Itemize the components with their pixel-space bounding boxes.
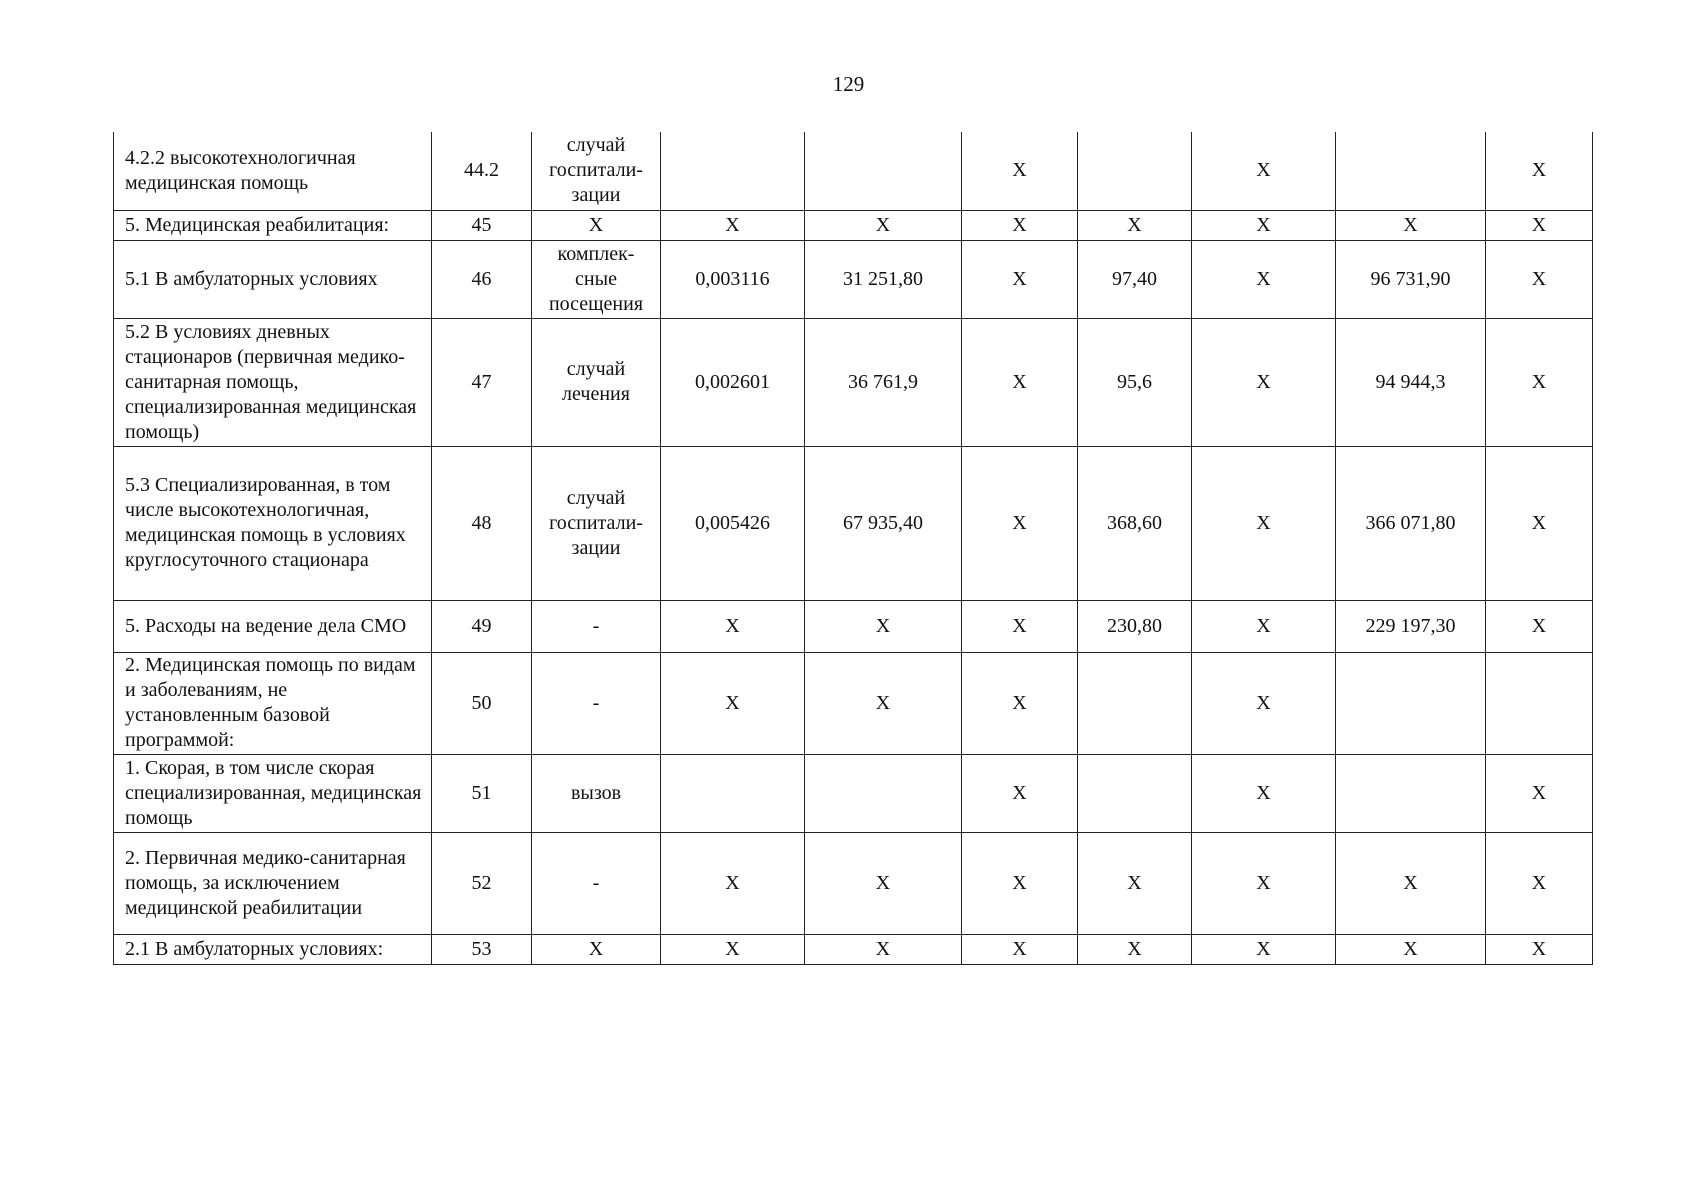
per-capita-cell: [1078, 652, 1192, 754]
row-name-cell: 5. Медицинская реабилитация:: [114, 210, 432, 240]
per-capita-cell: 230,80: [1078, 600, 1192, 652]
cost-cell: Х: [805, 600, 962, 652]
x-cell-1: Х: [962, 240, 1078, 318]
row-number-cell: 53: [432, 934, 532, 964]
row-name-cell: 2. Первичная медико-санитарная помощь, за исключением медицинской реабилитации: [114, 832, 432, 934]
volume-cell: [661, 132, 805, 210]
x-cell-1: Х: [962, 210, 1078, 240]
x-cell-2: Х: [1192, 318, 1336, 446]
row-name-cell: 1. Скорая, в том числе скорая специализированная, медицинская помощь: [114, 754, 432, 832]
x-cell-2: Х: [1192, 754, 1336, 832]
table-row: [114, 934, 1593, 964]
row-number-cell: 52: [432, 832, 532, 934]
unit-cell: -: [532, 652, 661, 754]
cost-cell: Х: [805, 832, 962, 934]
unit-cell: случай госпитали- зации: [532, 446, 661, 600]
unit-cell: комплек- сные посещения: [532, 240, 661, 318]
x-cell-3: Х: [1486, 832, 1593, 934]
per-capita-cell: 97,40: [1078, 240, 1192, 318]
volume-cell: Х: [661, 832, 805, 934]
cost-cell: [805, 754, 962, 832]
row-name-cell: 5.3 Специализированная, в том числе высокотехнологичная, медицинская помощь в условиях круглосуточного стационара: [114, 446, 432, 600]
per-capita-cell: Х: [1078, 832, 1192, 934]
row-name-cell: 4.2.2 высокотехнологичная медицинская помощь: [114, 132, 432, 210]
row-name-cell: 5.1 В амбулаторных условиях: [114, 240, 432, 318]
cost-cell: [805, 132, 962, 210]
x-cell-2: Х: [1192, 446, 1336, 600]
x-cell-1: Х: [962, 318, 1078, 446]
row-number-cell: 45: [432, 210, 532, 240]
unit-cell: Х: [532, 934, 661, 964]
row-number-cell: 44.2: [432, 132, 532, 210]
table-row: [114, 600, 1593, 652]
x-cell-3: Х: [1486, 210, 1593, 240]
amount-cell: [1336, 132, 1486, 210]
table-row: [114, 832, 1593, 934]
x-cell-1: Х: [962, 652, 1078, 754]
cost-cell: Х: [805, 210, 962, 240]
amount-cell: Х: [1336, 210, 1486, 240]
row-number-cell: 48: [432, 446, 532, 600]
unit-cell: -: [532, 832, 661, 934]
per-capita-cell: [1078, 132, 1192, 210]
volume-cell: Х: [661, 934, 805, 964]
cost-cell: 36 761,9: [805, 318, 962, 446]
x-cell-3: Х: [1486, 754, 1593, 832]
x-cell-2: Х: [1192, 652, 1336, 754]
amount-cell: Х: [1336, 934, 1486, 964]
per-capita-cell: [1078, 754, 1192, 832]
x-cell-2: Х: [1192, 600, 1336, 652]
table-row: [114, 132, 1593, 210]
unit-cell: вызов: [532, 754, 661, 832]
x-cell-3: Х: [1486, 600, 1593, 652]
amount-cell: [1336, 652, 1486, 754]
row-number-cell: 49: [432, 600, 532, 652]
x-cell-2: Х: [1192, 934, 1336, 964]
per-capita-cell: 95,6: [1078, 318, 1192, 446]
per-capita-cell: Х: [1078, 210, 1192, 240]
per-capita-cell: 368,60: [1078, 446, 1192, 600]
page-number: 129: [832, 72, 865, 96]
per-capita-cell: Х: [1078, 934, 1192, 964]
table-row: [114, 210, 1593, 240]
x-cell-3: Х: [1486, 132, 1593, 210]
unit-cell: -: [532, 600, 661, 652]
unit-cell: Х: [532, 210, 661, 240]
cost-cell: Х: [805, 652, 962, 754]
amount-cell: 94 944,3: [1336, 318, 1486, 446]
volume-cell: Х: [661, 652, 805, 754]
table-row: [114, 446, 1593, 600]
cost-cell: 31 251,80: [805, 240, 962, 318]
data-table: [113, 132, 1593, 965]
x-cell-2: Х: [1192, 240, 1336, 318]
x-cell-2: Х: [1192, 210, 1336, 240]
volume-cell: 0,005426: [661, 446, 805, 600]
volume-cell: [661, 754, 805, 832]
x-cell-3: Х: [1486, 318, 1593, 446]
x-cell-1: Х: [962, 934, 1078, 964]
amount-cell: Х: [1336, 832, 1486, 934]
x-cell-1: Х: [962, 600, 1078, 652]
volume-cell: Х: [661, 210, 805, 240]
x-cell-1: Х: [962, 832, 1078, 934]
row-name-cell: 5.2 В условиях дневных стационаров (первичная медико-санитарная помощь, специализированная медицинская помощь): [114, 318, 432, 446]
x-cell-2: Х: [1192, 132, 1336, 210]
table-row: [114, 652, 1593, 754]
cost-cell: Х: [805, 934, 962, 964]
x-cell-3: Х: [1486, 934, 1593, 964]
volume-cell: 0,002601: [661, 318, 805, 446]
x-cell-1: Х: [962, 446, 1078, 600]
x-cell-3: Х: [1486, 446, 1593, 600]
row-number-cell: 47: [432, 318, 532, 446]
table-row: [114, 318, 1593, 446]
amount-cell: [1336, 754, 1486, 832]
row-number-cell: 50: [432, 652, 532, 754]
volume-cell: Х: [661, 600, 805, 652]
unit-cell: случай госпитали- зации: [532, 132, 661, 210]
x-cell-1: Х: [962, 754, 1078, 832]
amount-cell: 96 731,90: [1336, 240, 1486, 318]
table-body: [114, 132, 1593, 964]
row-number-cell: 46: [432, 240, 532, 318]
unit-cell: случай лечения: [532, 318, 661, 446]
row-name-cell: 2. Медицинская помощь по видам и заболеваниям, не установленным базовой программой:: [114, 652, 432, 754]
amount-cell: 366 071,80: [1336, 446, 1486, 600]
x-cell-2: Х: [1192, 832, 1336, 934]
x-cell-1: Х: [962, 132, 1078, 210]
cost-cell: 67 935,40: [805, 446, 962, 600]
x-cell-3: [1486, 652, 1593, 754]
table-row: [114, 754, 1593, 832]
table-row: [114, 240, 1593, 318]
x-cell-3: Х: [1486, 240, 1593, 318]
row-name-cell: 2.1 В амбулаторных условиях:: [114, 934, 432, 964]
row-name-cell: 5. Расходы на ведение дела СМО: [114, 600, 432, 652]
row-number-cell: 51: [432, 754, 532, 832]
amount-cell: 229 197,30: [1336, 600, 1486, 652]
volume-cell: 0,003116: [661, 240, 805, 318]
